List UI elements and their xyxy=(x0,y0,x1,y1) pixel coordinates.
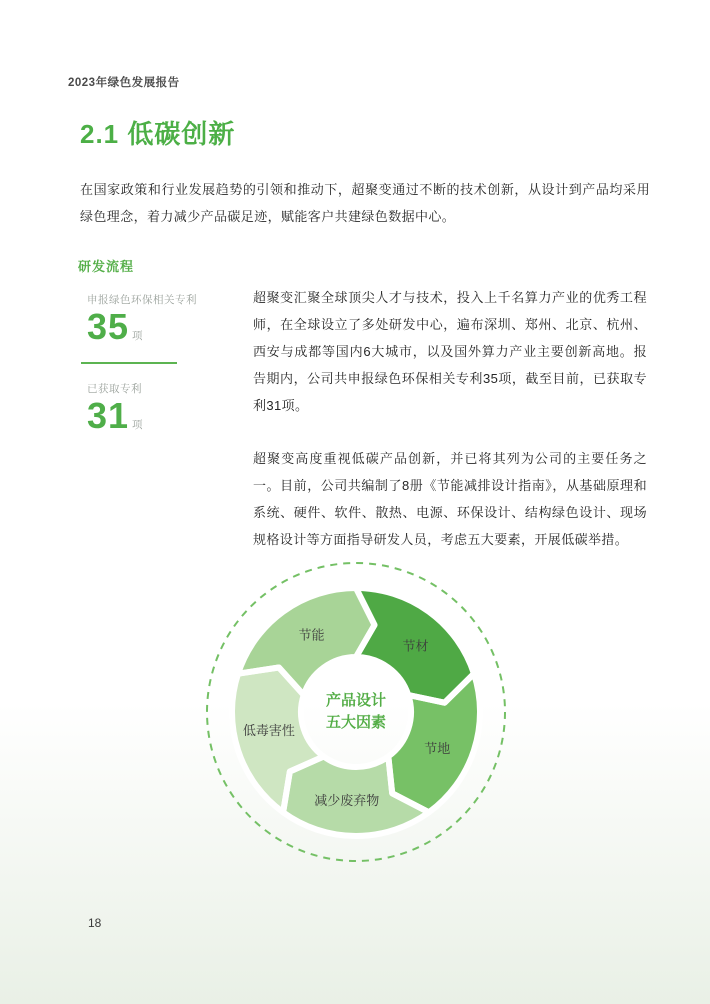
stat-label: 申报绿色环保相关专利 xyxy=(87,294,197,306)
stat-unit: 项 xyxy=(132,330,143,342)
stat-label: 已获取专利 xyxy=(87,383,142,395)
stat-number: 35 xyxy=(87,306,130,347)
diagram-segment-label: 减少废弃物 xyxy=(314,793,380,809)
rd-process-panel xyxy=(78,256,198,443)
stat-value xyxy=(87,306,198,354)
diagram-segment-label: 节能 xyxy=(298,627,325,643)
stat-value xyxy=(87,395,198,443)
sidebar-title: 研发流程 xyxy=(78,259,135,274)
diagram-segment-label: 节地 xyxy=(424,740,451,756)
section-title: 2.1 低碳创新 xyxy=(80,119,236,149)
diagram-svg xyxy=(191,547,521,877)
page-number: 18 xyxy=(88,916,102,930)
diagram-center-title: 产品设计 xyxy=(325,692,387,709)
body-paragraph-2: 超聚变高度重视低碳产品创新，并已将其列为公司的主要任务之一。目前，公司共编制了8册《节能减排设计指南》，从基础原理和系统、硬件、软件、散热、电源、环保设计、结构绿色设计、现场规格设计等方面指导研发人员，考虑五大要素，开展低碳举措。 xyxy=(253,451,647,547)
diagram-center-title: 五大因素 xyxy=(325,714,387,731)
report-title-header: 2023年绿色发展报告 xyxy=(68,77,180,89)
stat-patents-filed xyxy=(78,292,198,354)
stat-number: 31 xyxy=(87,395,130,436)
body-paragraph-1: 超聚变汇聚全球顶尖人才与技术，投入上千名算力产业的优秀工程师，在全球设立了多处研发中心，遍布深圳、郑州、北京、杭州、西安与成都等国内6大城市，以及国外算力产业主要创新高地。报告期内，公司共申报绿色环保相关专利35项，截至目前，已获取专利31项。 xyxy=(253,290,647,413)
diagram-segment-label: 低毒害性 xyxy=(242,723,295,739)
diagram-segment-label: 节材 xyxy=(402,638,429,654)
stat-unit: 项 xyxy=(132,419,143,431)
stat-patents-granted xyxy=(78,381,198,443)
intro-paragraph: 在国家政策和行业发展趋势的引领和推动下，超聚变通过不断的技术创新，从设计到产品均采用绿色理念，着力减少产品碳足迹，赋能客户共建绿色数据中心。 xyxy=(80,182,650,224)
body-text-column xyxy=(253,284,647,579)
stat-divider xyxy=(81,362,177,364)
product-design-five-factors-diagram xyxy=(191,547,521,877)
